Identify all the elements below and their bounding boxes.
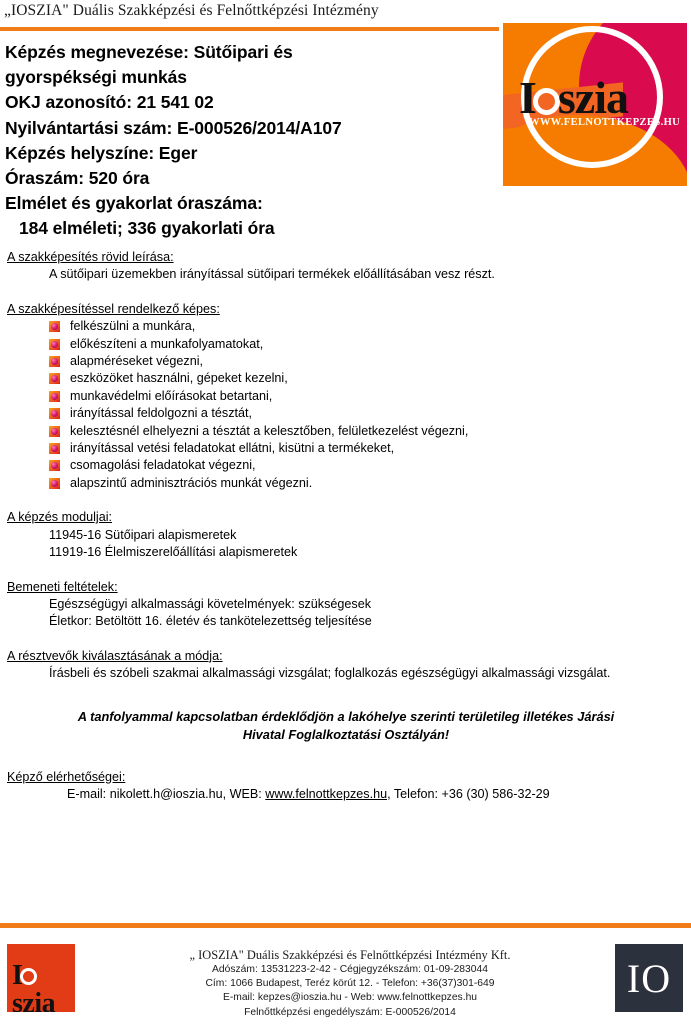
list-item-label: kelesztésnél elhelyezni a tésztát a kelesztőben, felületkezelést végezni, xyxy=(70,423,469,438)
course-name-line-1: Képzés megnevezése: Sütőipari és xyxy=(5,42,293,62)
bullet-icon xyxy=(49,426,60,437)
spacer xyxy=(7,562,685,579)
footer-license-number: Felnőttképzési engedélyszám: E-000526/2014 xyxy=(244,1006,456,1018)
spacer xyxy=(7,284,685,301)
module-item: 11919-16 Élelmiszerelőállítási alapismeretek xyxy=(49,545,298,560)
callout-line-1: A tanfolyammal kapcsolatban érdeklődjön a lakóhelye szerinti területileg illetékes Járási xyxy=(77,708,615,724)
bullet-icon xyxy=(49,478,60,489)
logo-o-ring-icon xyxy=(533,88,560,115)
total-hours: Óraszám: 520 óra xyxy=(5,168,150,189)
logo-url-text: WWW.FELNOTTKEPZES.HU xyxy=(529,117,681,128)
list-item-label: alapméréseket végezni, xyxy=(70,354,204,369)
spacer xyxy=(7,700,685,708)
competences-list xyxy=(7,318,685,492)
web-link[interactable]: www.felnottkepzes.hu, xyxy=(265,786,391,801)
description-heading: A szakképesítés rövid leírása: xyxy=(7,250,174,264)
email-label: E-mail: xyxy=(67,786,107,801)
list-item xyxy=(49,336,685,353)
list-item xyxy=(49,353,685,370)
selection-heading: A résztvevők kiválasztásának a módja: xyxy=(7,648,223,663)
callout-line-2: Hivatal Foglalkoztatási Osztályán! xyxy=(242,726,450,742)
footer-address: Cím: 1066 Budapest, Teréz körút 12. - Telefon: +36(37)301-649 xyxy=(205,978,495,990)
bullet-icon xyxy=(49,460,60,471)
bullet-icon xyxy=(49,443,60,454)
list-item-label: csomagolási feladatokat végezni, xyxy=(70,458,256,473)
list-item xyxy=(49,388,685,405)
list-item xyxy=(49,423,685,440)
web-label: WEB: xyxy=(229,786,262,801)
list-item-label: előkészíteni a munkafolyamatokat, xyxy=(70,336,264,351)
okj-identifier: OKJ azonosító: 21 541 02 xyxy=(5,92,214,113)
list-item xyxy=(49,405,685,422)
list-item xyxy=(49,475,685,492)
theory-practice-hours: 184 elméleti; 336 gyakorlati óra xyxy=(19,218,275,239)
bullet-icon xyxy=(49,356,60,367)
footer-email-web: E-mail: kepzes@ioszia.hu - Web: www.felnottkepzes.hu xyxy=(222,992,478,1004)
list-item-label: felkészülni a munkára, xyxy=(70,319,196,334)
course-title-block xyxy=(5,40,495,242)
bullet-icon xyxy=(49,321,60,332)
bullet-icon xyxy=(49,339,60,350)
contact-heading: Képző elérhetőségei: xyxy=(7,769,126,784)
page-header-title: „IOSZIA" Duális Szakképzési és Felnőttképzési Intézmény xyxy=(4,2,379,19)
document-body xyxy=(7,249,685,803)
footer-logo-szia: szia xyxy=(12,988,56,1012)
footer-company-details xyxy=(130,947,570,1020)
selection-text: Írásbeli és szóbeli szakmai alkalmassági vizsgálat; foglalkozás egészségügyi alkalmassági vizsgálat. xyxy=(49,666,611,681)
competences-heading: A szakképesítéssel rendelkező képes: xyxy=(7,301,220,316)
list-item-label: eszközöket használni, gépeket kezelni, xyxy=(70,371,288,386)
spacer xyxy=(7,683,685,700)
registration-number: Nyilvántartási szám: E-000526/2014/A107 xyxy=(5,117,342,138)
footer-tax-number: Adószám: 13531223-2-42 - Cégjegyzékszám: 01-09-283044 xyxy=(212,964,488,975)
list-item xyxy=(49,440,685,457)
footer-divider-rule xyxy=(0,923,691,928)
footer-company-name: „ IOSZIA" Duális Szakképzési és Felnőttképzési Intézmény Kft. xyxy=(189,948,511,962)
entry-condition-item: Életkor: Betöltött 16. életév és tankötelezettség teljesítése xyxy=(49,614,372,629)
footer-io-text: IO xyxy=(626,955,672,1001)
course-location: Képzés helyszíne: Eger xyxy=(5,142,198,163)
spacer xyxy=(7,492,685,509)
footer-logo-wordmark xyxy=(12,962,75,1012)
list-item xyxy=(49,457,685,474)
entry-condition-item: Egészségügyi alkalmassági követelmények: szükségesek xyxy=(49,596,372,611)
footer-logo-o-ring-icon xyxy=(20,968,37,985)
logo-wordmark-szia: szia xyxy=(557,72,629,123)
spacer xyxy=(7,744,685,761)
footer-ioszia-logo xyxy=(7,944,75,1012)
logo-wordmark-i: I xyxy=(519,72,536,123)
phone-value: +36 (30) 586-32-29 xyxy=(441,786,550,801)
module-item: 11945-16 Sütőipari alapismeretek xyxy=(49,527,237,542)
footer-io-logo xyxy=(615,944,683,1012)
theory-practice-label: Elmélet és gyakorlat óraszáma: xyxy=(5,193,263,214)
list-item-label: munkavédelmi előírásokat betartani, xyxy=(70,388,273,403)
header-divider-rule xyxy=(0,27,499,31)
bullet-icon xyxy=(49,391,60,402)
description-text: A sütőipari üzemekben irányítással sütőipari termékek előállításában vesz részt. xyxy=(49,267,495,282)
course-name-line-2: gyorspékségi munkás xyxy=(5,67,187,88)
footer-logo-i: I xyxy=(12,960,23,991)
email-value: nikolett.h@ioszia.hu, xyxy=(109,786,227,801)
ioszia-logo xyxy=(503,23,687,186)
list-item-label: irányítással feldolgozni a tésztát, xyxy=(70,406,253,421)
list-item-label: irányítással vetési feladatokat ellátni, kisütni a termékeket, xyxy=(70,441,395,456)
list-item-label: alapszintű adminisztrációs munkát végezni. xyxy=(70,475,313,490)
bullet-icon xyxy=(49,373,60,384)
modules-heading: A képzés moduljai: xyxy=(7,510,113,525)
spacer xyxy=(7,631,685,648)
contact-details xyxy=(7,786,685,803)
entry-conditions-heading: Bemeneti feltételek: xyxy=(7,579,118,594)
list-item xyxy=(49,318,685,335)
spacer xyxy=(7,761,685,769)
bullet-icon xyxy=(49,408,60,419)
list-item xyxy=(49,370,685,387)
phone-label: Telefon: xyxy=(393,786,438,801)
